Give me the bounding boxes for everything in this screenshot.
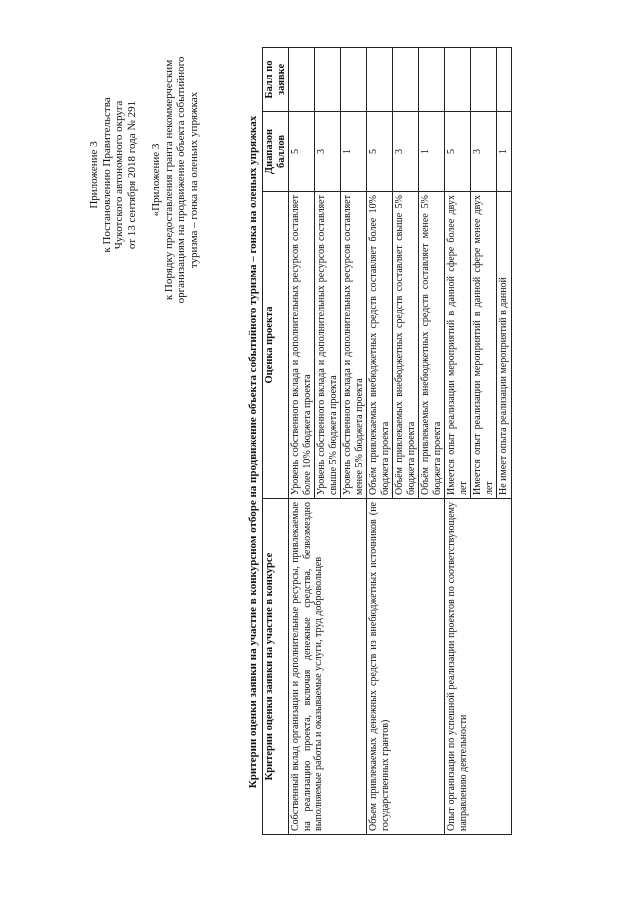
criterion-cell: Собственный вклад организации и дополнительные ресурсы, привлекаемые на реализацию проекта, включая денежные средства, безвозмездно выполняемые работы и оказываемые услуги, труд добровольцев xyxy=(289,499,367,835)
range-cell: 3 xyxy=(315,112,341,192)
score-cell xyxy=(419,48,445,112)
range-cell: 5 xyxy=(445,112,471,192)
assessment-cell: Не имеет опыта реализации мероприятий в данной xyxy=(497,192,512,499)
order-line: туризма – гонка на оленьих упряжках xyxy=(187,91,200,269)
assessment-cell: Имеется опыт реализации мероприятий в данной сфере менее двух лет xyxy=(471,192,497,499)
order-header xyxy=(150,0,200,360)
order-line: к Порядку предоставления гранта некоммерческим xyxy=(162,59,175,301)
appendix-line: к Постановлению Правительства xyxy=(100,97,113,253)
score-cell xyxy=(341,48,367,112)
header-range: Диапазон баллов xyxy=(263,112,289,192)
score-cell xyxy=(393,48,419,112)
criterion-cell: Опыт организации по успешной реализации проектов по соответствующему направлению деятельности xyxy=(445,499,512,835)
score-cell xyxy=(497,48,512,112)
assessment-cell: Объём привлекаемых внебюджетных средств составляет свыше 5% бюджета проекта xyxy=(393,192,419,499)
assessment-cell: Объём привлекаемых внебюджетных средств составляет менее 5% бюджета проекта xyxy=(419,192,445,499)
range-cell: 3 xyxy=(393,112,419,192)
assessment-cell: Объём привлекаемых внебюджетных средств составляет более 10% бюджета проекта xyxy=(367,192,393,499)
header-score: Балл по заявке xyxy=(263,48,289,112)
appendix-line: Чукотского автономного округа xyxy=(113,100,125,250)
range-cell: 5 xyxy=(289,112,315,192)
score-cell xyxy=(471,48,497,112)
score-cell xyxy=(445,48,471,112)
table-header-row xyxy=(263,48,289,835)
criteria-table xyxy=(262,47,512,835)
header-assessment: Оценка проекта xyxy=(263,192,289,499)
range-cell: 1 xyxy=(497,112,512,192)
assessment-cell: Уровень собственного вклада и дополнительных ресурсов составляет свыше 5% бюджета проекта xyxy=(315,192,341,499)
score-cell xyxy=(367,48,393,112)
range-cell: 5 xyxy=(367,112,393,192)
table-row xyxy=(367,48,393,835)
document-title: Критерии оценки заявки на участие в конкурсном отборе на продвижение объекта событийного туризма – гонка на оленьих упряжках xyxy=(247,115,259,789)
appendix-header xyxy=(88,5,138,345)
order-line: «Приложение 3 xyxy=(150,143,162,217)
appendix-line: Приложение 3 xyxy=(88,141,100,209)
range-cell: 1 xyxy=(419,112,445,192)
score-cell xyxy=(315,48,341,112)
range-cell: 3 xyxy=(471,112,497,192)
assessment-cell: Уровень собственного вклада и дополнительных ресурсов составляет более 10% бюджета проекта xyxy=(289,192,315,499)
table-row xyxy=(289,48,315,835)
appendix-line: от 13 сентября 2018 года № 291 xyxy=(125,100,138,250)
criterion-cell: Объем привлекаемых денежных средств из внебюджетных источников (не государственных грантов) xyxy=(367,499,445,835)
range-cell: 1 xyxy=(341,112,367,192)
table-row xyxy=(445,48,471,835)
assessment-cell: Имеется опыт реализации мероприятий в данной сфере более двух лет xyxy=(445,192,471,499)
header-criteria: Критерии оценки заявки на участие в конкурсе xyxy=(263,499,289,835)
assessment-cell: Уровень собственного вклада и дополнительных ресурсов составляет менее 5% бюджета проекта xyxy=(341,192,367,499)
order-line: организациям на продвижение объекта событийного xyxy=(175,56,187,304)
score-cell xyxy=(289,48,315,112)
